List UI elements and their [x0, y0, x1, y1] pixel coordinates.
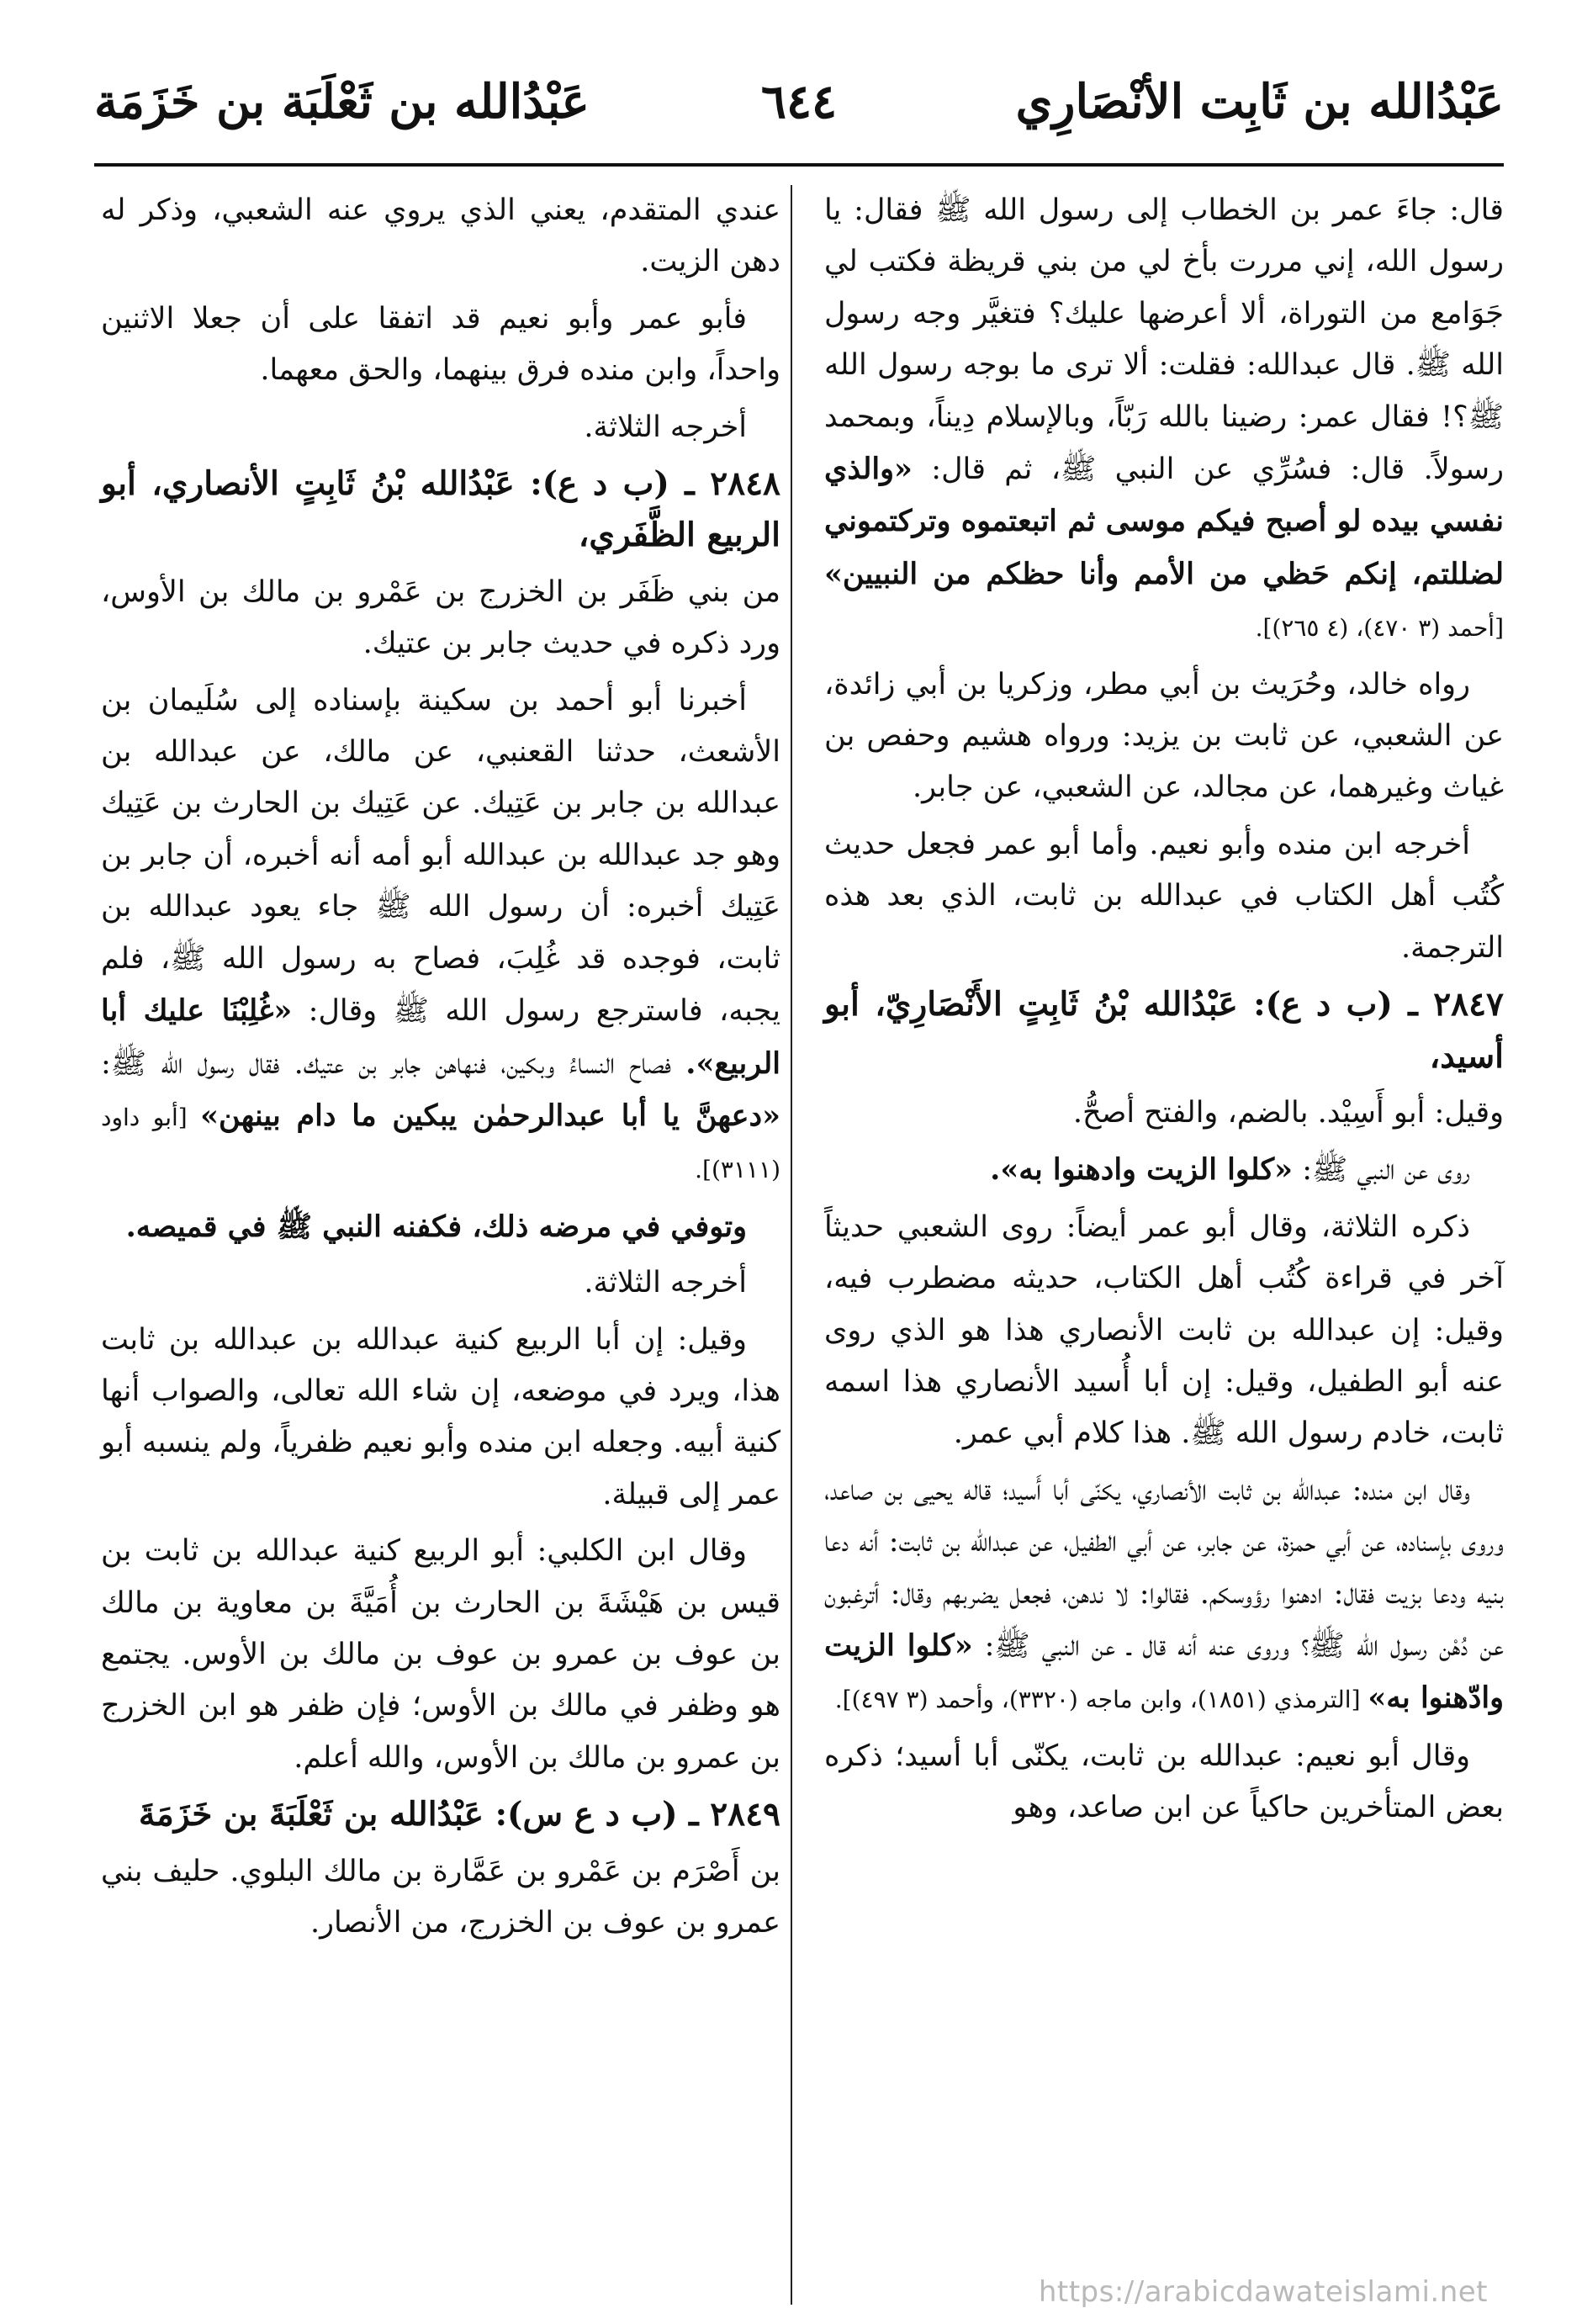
paragraph — [101, 675, 780, 1196]
source-url-watermark: https://arabicdawateislami.net — [1038, 2275, 1488, 2309]
hadith-quote: «والذي نفسي بيده لو أصبح فيكم موسى ثم اتبعتموه وتركتموني لضللتم، إنكم حَظي من الأمم وأنا حظكم من النبيين» — [824, 452, 1504, 591]
right-column — [824, 185, 1504, 1840]
hadith-quote: «كلوا الزيت وادهنوا به». — [990, 1152, 1294, 1188]
paragraph-text: وقال ابن منده: عبدالله بن ثابت الأنصاري، يكنّى أبا أَسيد؛ قاله يحيى بن صاعد، وروى بإسناده، عن أبي حمزة، عن جابر، عن أبي الطفيل، عن عبدالله بن ثابت: أنه دعا بنيه ودعا بزيت فقال: ادهنوا رؤوسكم. فقالوا: لا ندهن، فجعل يضربهم وقال: أترغبون عن دُهْن رسول الله ﷺ؟ وروى عنه أنه قال ـ عن النبي ﷺ: — [824, 1473, 1504, 1663]
paragraph: رواه خالد، وحُرَيث بن أبي مطر، وزكريا بن أبي زائدة، عن الشعبي، عن ثابت بن يزيد: ورواه هشيم وحفص بن غياث وغيرهما، عن مجالد، عن الشعبي، عن جابر. — [824, 667, 1504, 805]
paragraph: أخرجه ابن منده وأبو نعيم. وأما أبو عمر فجعل حديث كُتُب أهل الكتاب في عبدالله بن ثابت، الذي بعد هذه الترجمة. — [824, 827, 1504, 965]
entry-heading-2849: ٢٨٤٩ ـ (ب د ع س): عَبْدُالله بن ثَعْلَبَةَ بن خَزَمَةَ — [138, 1795, 780, 1834]
paragraph: وتوفي في مرضه ذلك، فكفنه النبي ﷺ في قميصه. — [125, 1209, 747, 1244]
paragraph-text: أخبرنا أبو أحمد بن سكينة بإسناده إلى سُلَيمان بن الأشعث، حدثنا القعنبي، عن مالك، عن عبدالله بن عبدالله بن جابر بن عَتِيك. عن عَتِيك بن الحارث بن عَتِيك وهو جد عبدالله بن عبدالله أبو أمه أنه أخبره، أن جابر بن عَتِيك أخبره: أن رسول الله ﷺ جاء يعود عبدالله بن ثابت، فوجده قد غُلِبَ، فصاح به رسول الله ﷺ، فلم يجبه، فاسترجع رسول الله ﷺ وقال: — [101, 683, 780, 1029]
paragraph-text: قال: جاءَ عمر بن الخطاب إلى رسول الله ﷺ فقال: يا رسول الله، إني مررت بأخ لي من بني قريظة فكتب لي جَوَامع من التوراة، ألا أعرضها عليك؟ فتغيَّر وجه رسول الله ﷺ. قال عبدالله: فقلت: ألا ترى ما بوجه رسول الله ﷺ؟! فقال عمر: رضينا بالله رَبّاً، وبالإسلام دِيناً، وبمحمد رسولاً. قال: فسُرِّي عن النبي ﷺ، ثم قال: — [824, 193, 1504, 487]
entry-heading-2848: ٢٨٤٨ ـ (ب د ع): عَبْدُالله بْنُ ثَابِتٍ الأنصاري، أبو الربيع الظَّفَري، — [101, 464, 780, 555]
page-header — [94, 66, 1504, 167]
column-divider — [791, 185, 792, 2305]
paragraph: ذكره الثلاثة، وقال أبو عمر أيضاً: روى الشعبي حديثاً آخر في قراءة كُتُب أهل الكتاب، حديثه مضطرب فيه، وقيل: إن عبدالله بن ثابت الأنصاري هذا هو الذي روى عنه أبو الطفيل، وقيل: إن أبا أُسيد الأنصاري هذا اسمه ثابت، خادم رسول الله ﷺ. هذا كلام أبي عمر. — [824, 1210, 1504, 1451]
paragraph: فأبو عمر وأبو نعيم قد اتفقا على أن جعلا الاثنين واحداً، وابن منده فرق بينهما، والحق معهما. — [101, 301, 780, 388]
hadith-quote: «كلوا الزيت وادّهنوا به» — [824, 1628, 1504, 1716]
hadith-quote: «دعهنَّ يا أبا عبدالرحمٰن يبكين ما دام بينهن» — [200, 1098, 780, 1133]
paragraph: وقال أبو نعيم: عبدالله بن ثابت، يكنّى أبا أسيد؛ ذكره بعض المتأخرين حاكياً عن ابن صاعد، وهو — [824, 1739, 1504, 1825]
running-title-left: عَبْدُالله بن ثَعْلَبَة بن خَزَمَة — [94, 74, 590, 130]
paragraph: أخرجه الثلاثة. — [584, 410, 747, 444]
paragraph — [824, 1465, 1504, 1726]
entry-heading-2847: ٢٨٤٧ ـ (ب د ع): عَبْدُالله بْنُ ثَابِتٍ الأَنْصَارِيّ، أبو أسيد، — [824, 985, 1504, 1076]
left-column — [101, 185, 780, 1954]
paragraph — [824, 1144, 1504, 1196]
citation: [أبو داود (٣١١١)]. — [101, 1103, 780, 1184]
citation: [أحمد (٣ ٤٧٠)، (٤ ٢٦٥)]. — [1255, 614, 1504, 643]
paragraph: وقيل: إن أبا الربيع كنية عبدالله بن عبدالله بن ثابت هذا، ويرد في موضعه، إن شاء الله تعالى، والصواب أنها كنية أبيه. وجعله ابن منده وأبو نعيم ظفرياً، ولم ينسبه أبو عمر إلى قبيلة. — [101, 1322, 780, 1511]
paragraph — [824, 185, 1504, 654]
paragraph: عندي المتقدم، يعني الذي يروي عنه الشعبي، وذكر له دهن الزيت. — [101, 193, 780, 279]
page-number: ٦٤٤ — [760, 74, 838, 130]
paragraph: وقيل: أبو أَسِيْد. بالضم، والفتح أصحُّ. — [1072, 1095, 1504, 1130]
paragraph: من بني ظَفَر بن الخزرج بن عَمْرو بن مالك بن الأوس، ورد ذكره في حديث جابر بن عتيك. — [101, 574, 780, 661]
header-rule — [94, 163, 1504, 167]
paragraph: أخرجه الثلاثة. — [584, 1266, 747, 1300]
citation: [الترمذي (١٨٥١)، وابن ماجه (٣٣٢٠)، وأحمد (٣ ٤٩٧)]. — [834, 1686, 1368, 1714]
paragraph-text: روى عن النبي ﷺ: — [1293, 1153, 1470, 1188]
paragraph: وقال ابن الكلبي: أبو الربيع كنية عبدالله بن ثابت بن قيس بن هَيْشَةَ بن الحارث بن أُمَيَّةَ بن معاوية بن مالك بن عوف بن عمرو بن عوف بن مالك بن الأوس. يجتمع هو وظفر في مالك بن الأوس؛ فإن ظفر هو ابن الخزرج بن عمرو بن مالك بن الأوس، والله أعلم. — [101, 1534, 780, 1775]
running-title-right: عَبْدُالله بن ثَابِت الأنْصَارِي — [1015, 74, 1504, 130]
hadith-quote: «غُلِبْنَا عليك أبا الربيع». — [101, 993, 780, 1081]
paragraph: بن أَصْرَم بن عَمْرو بن عَمَّارة بن مالك البلوي. حليف بني عمرو بن عوف بن الخزرج، من الأنصار. — [101, 1854, 780, 1940]
paragraph-text: فصاح النساءُ وبكين، فنهاهن جابر بن عتيك. فقال رسول الله ﷺ: — [101, 1046, 686, 1081]
